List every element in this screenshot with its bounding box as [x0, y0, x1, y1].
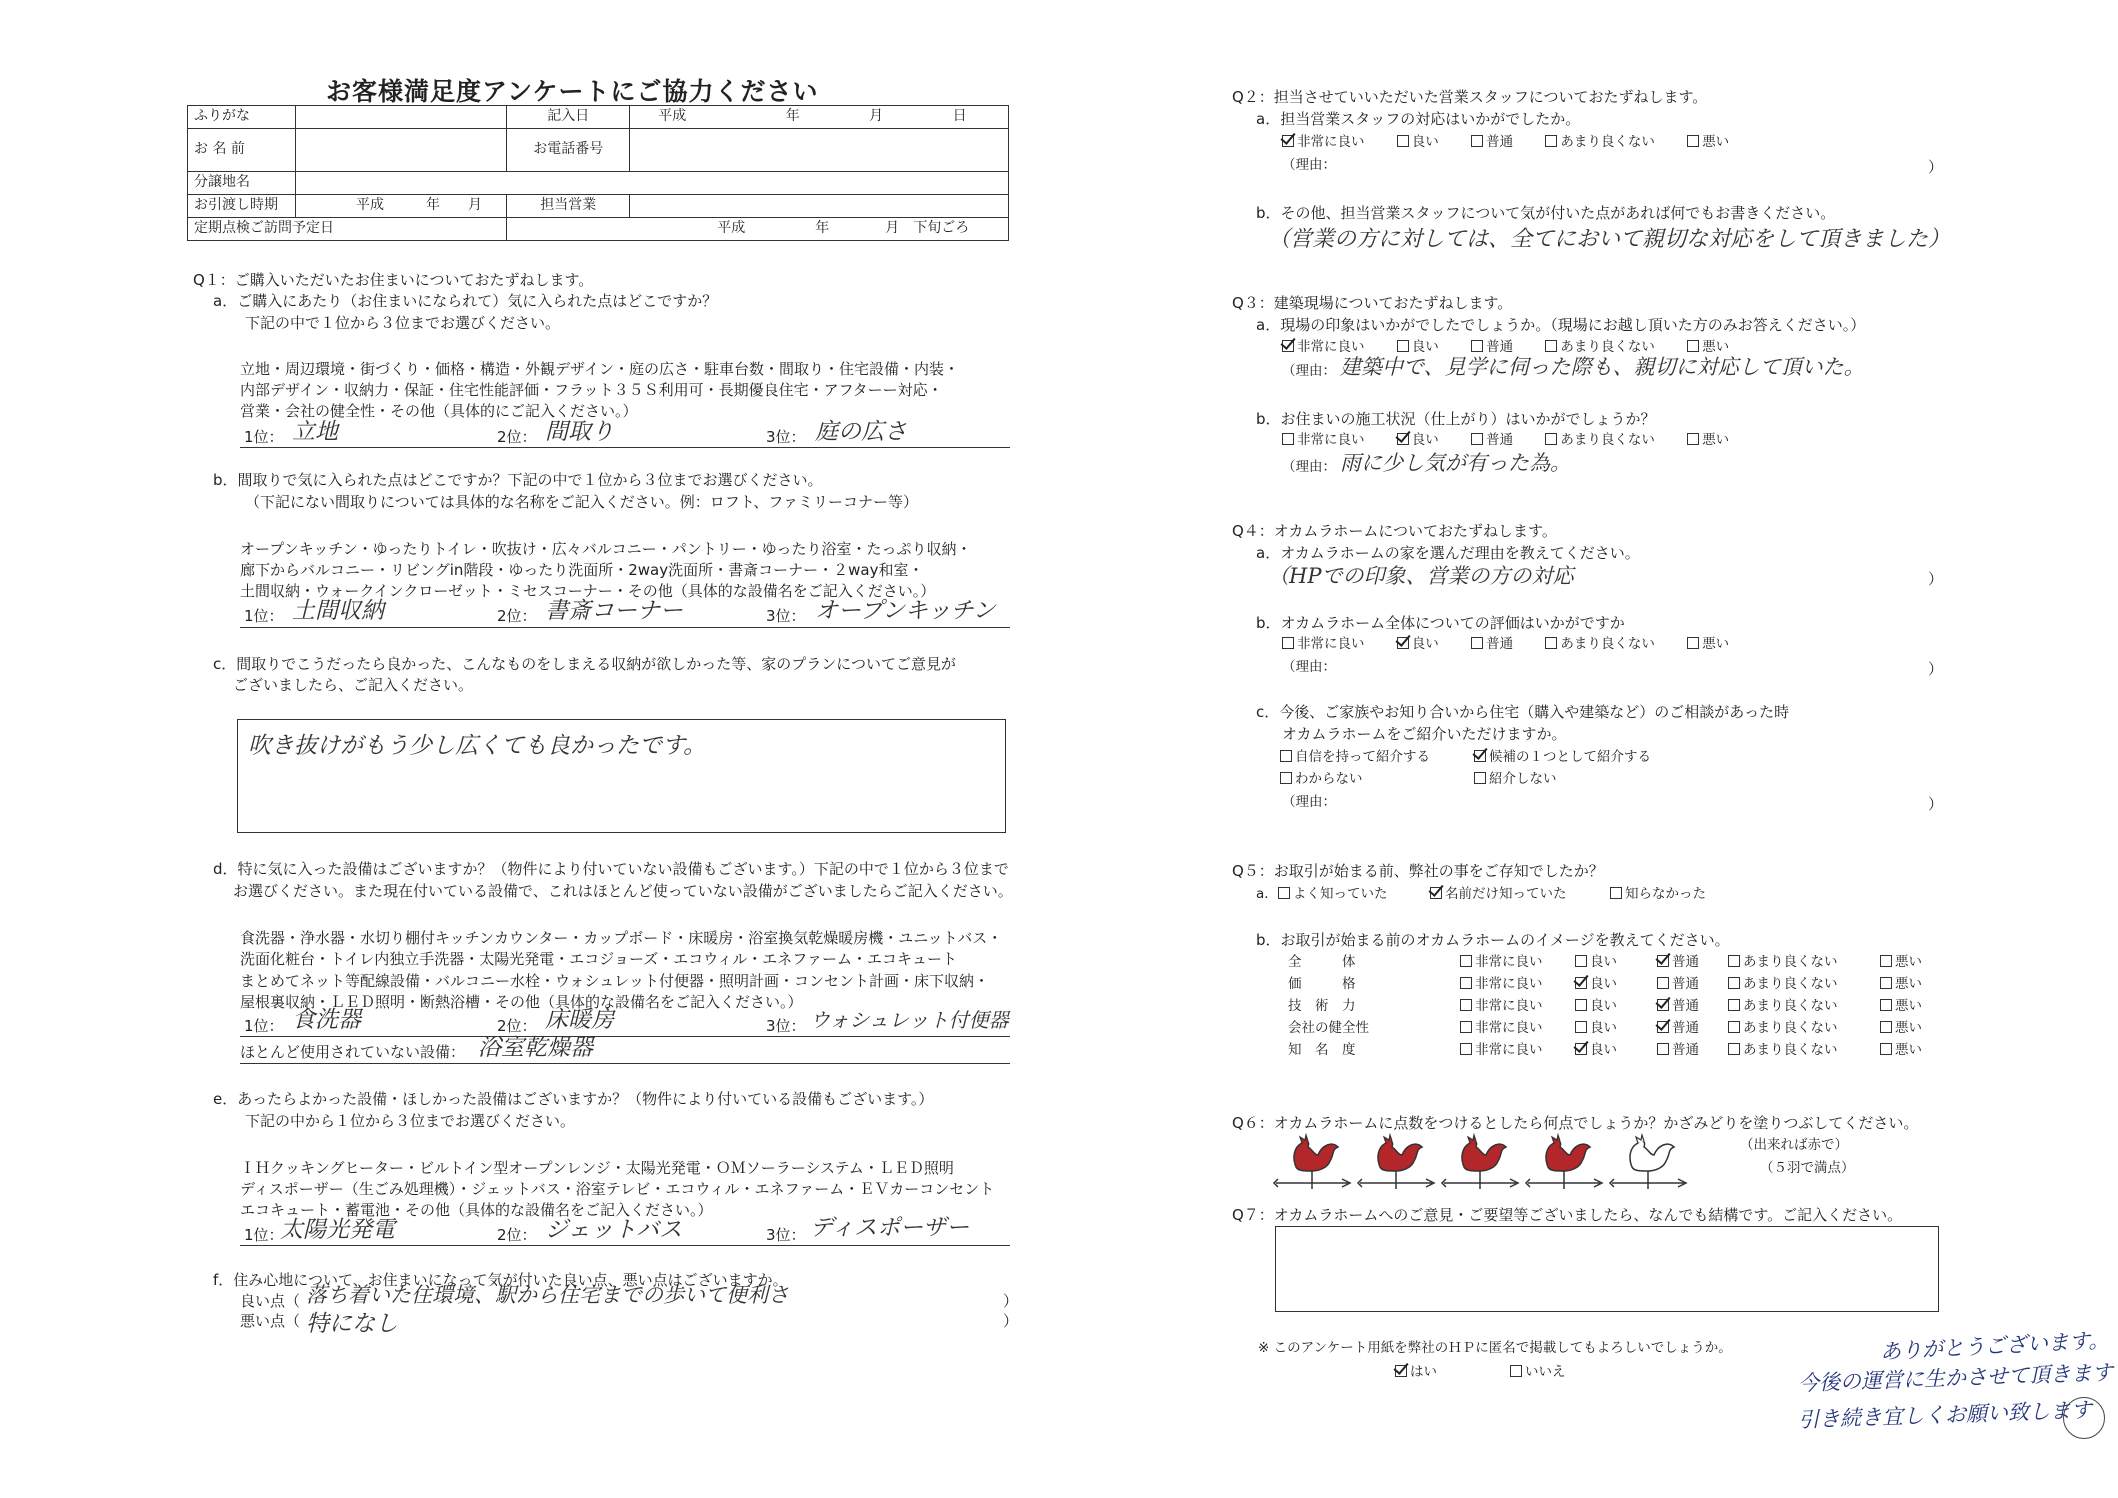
q4b-title: b．オカムラホーム全体についての評価はいかがですか: [1256, 614, 1625, 632]
q1b-rank2-label: 2位：: [497, 607, 537, 625]
q4b-reason-close: ）: [1928, 660, 1944, 678]
weathervane-filled-icon[interactable]: [1356, 1133, 1436, 1191]
reply-line1: ありがとうございます。: [1879, 1328, 2110, 1364]
q1d-opts-line4: 屋根裏収納・ＬＥＤ照明・断熱浴槽・その他（具体的な設備名をご記入ください。）: [240, 993, 803, 1011]
q1f-good-label: 良い点（: [240, 1292, 301, 1310]
q5b-option[interactable]: 非常に良い: [1460, 1020, 1543, 1037]
checkbox-icon: [1610, 887, 1622, 899]
q1c-answer-box[interactable]: [237, 719, 1006, 833]
q5b-option[interactable]: 非常に良い: [1460, 1042, 1543, 1059]
publish-no[interactable]: いいえ: [1510, 1364, 1566, 1381]
q1b-rank3-answer[interactable]: オープンキッチン: [815, 598, 996, 624]
q4b-options: [1282, 636, 1757, 653]
q6-title: Q６：オカムラホームに点数をつけるとしたら何点でしょうか？かざみどりを塗りつぶしてください。: [1232, 1114, 1919, 1132]
q2a-opt-2[interactable]: 良い: [1397, 134, 1439, 150]
q3b-reason-answer[interactable]: 雨に少し気が有った為。: [1340, 451, 1571, 475]
q3b-opt-2[interactable]: 良い: [1397, 432, 1439, 448]
q1e-opts-line1: ＩＨクッキングヒーター・ビルトイン型オープンレンジ・太陽光発電・ＯＭソーラーシステム・ＬＥＤ照明: [240, 1159, 954, 1177]
q3b-opt-4[interactable]: あまり良くない: [1545, 432, 1655, 448]
q1e-rank3-answer[interactable]: ディスポーザー: [810, 1215, 970, 1241]
q1b-inst: （下記にない間取りについては具体的な名称をご記入ください。例：ロフト、ファミリーコナー等）: [245, 493, 919, 511]
q1e-rank3-label: 3位：: [766, 1226, 806, 1244]
q1d-rank3-label: 3位：: [766, 1017, 806, 1035]
checkbox-icon: [1282, 135, 1294, 147]
q5b-option[interactable]: 非常に良い: [1460, 976, 1543, 993]
q2a-opt-5[interactable]: 悪い: [1687, 134, 1729, 150]
q3a-reason-label: （理由：: [1282, 363, 1336, 379]
q1a-rank2-answer[interactable]: 間取り: [545, 419, 614, 445]
checkbox-icon: [1880, 1021, 1892, 1033]
checkbox-icon: [1545, 637, 1557, 649]
q1b-rank2-answer[interactable]: 書斎コーナー: [545, 598, 683, 624]
bunjo-field[interactable]: [296, 172, 1009, 195]
checkbox-icon: [1397, 433, 1409, 445]
q1a-title: a．ご購入にあたり（お住まいになられて）気に入られた点はどこですか？: [213, 292, 718, 310]
q2a-title: a．担当営業スタッフの対応はいかがでしたか。: [1256, 110, 1581, 128]
checkbox-icon: [1687, 433, 1699, 445]
q5b-row-label: 知 名 度: [1288, 1042, 1356, 1058]
checkbox-icon: [1474, 750, 1486, 762]
q1d-opts-line1: 食洗器・浄水器・水切り棚付キッチンカウンター・カップボード・床暖房・浴室換気乾燥暖房機・ユニットバス・: [240, 929, 1003, 947]
checkbox-icon: [1282, 340, 1294, 352]
q2b-title: b．その他、担当営業スタッフについて気が付いた点があれば何でもお書きください。: [1256, 204, 1836, 222]
q5b-option[interactable]: 良い: [1575, 1042, 1617, 1059]
checkbox-icon: [1471, 135, 1483, 147]
q5b-row-label: 会社の健全性: [1288, 1020, 1369, 1036]
q1f-bad-answer[interactable]: 特になし: [306, 1311, 398, 1337]
checkbox-icon: [1474, 772, 1486, 784]
q4c-title2: オカムラホームをご紹介いただけますか。: [1282, 725, 1567, 743]
q1b-opts-line1: オープンキッチン・ゆったりトイレ・吹抜け・広々バルコニー・パントリー・ゆったり浴室・たっぷり収納・: [240, 540, 972, 558]
q1d-rank3-answer[interactable]: ウォシュレット付便器: [810, 1008, 1009, 1032]
q3b-options: [1282, 432, 1757, 449]
q1b-opts-line3: 土間収納・ウォークインクローゼット・ミセスコーナー・その他（具体的な設備名をご記入ください。）: [240, 582, 936, 600]
checkbox-icon: [1278, 887, 1290, 899]
furigana-label: ふりがな: [188, 106, 296, 129]
checkbox-icon: [1395, 1365, 1407, 1377]
checkbox-icon: [1397, 637, 1409, 649]
reply-line3: 引き続き宜しくお願い致します: [1797, 1397, 2093, 1433]
checkbox-icon: [1728, 977, 1740, 989]
q5a-opt-3[interactable]: 知らなかった: [1610, 886, 1706, 903]
q5b-option[interactable]: あまり良くない: [1728, 1042, 1838, 1059]
q4b-opt-2[interactable]: 良い: [1397, 636, 1439, 652]
header-table: [187, 105, 1009, 241]
q1b-title: b．間取りで気に入られた点はどこですか？下記の中で１位から３位までお選びください。: [213, 471, 823, 489]
checkbox-icon: [1460, 999, 1472, 1011]
checkbox-icon: [1575, 999, 1587, 1011]
q5b-row-label: 価 格: [1288, 976, 1356, 992]
q4c-reason-close: ）: [1928, 795, 1944, 813]
checkbox-icon: [1460, 977, 1472, 989]
q1a-opts-line3: 営業・会社の健全性・その他（具体的にご記入ください。）: [240, 402, 638, 420]
q1c-title2: ございましたら、ご記入ください。: [233, 676, 474, 694]
q3b-reason-label: （理由：: [1282, 459, 1336, 475]
weathervane-empty-icon[interactable]: [1608, 1133, 1688, 1191]
q3a-opt-4[interactable]: あまり良くない: [1545, 339, 1655, 355]
checkbox-icon: [1460, 955, 1472, 967]
q5b-option[interactable]: 非常に良い: [1460, 954, 1543, 971]
q4c-opt-2[interactable]: 候補の１つとして紹介する: [1474, 749, 1651, 766]
q5b-option[interactable]: 悪い: [1880, 998, 1922, 1015]
q5b-option[interactable]: 悪い: [1880, 976, 1922, 993]
checkbox-icon: [1880, 977, 1892, 989]
q1d-rank1-label: 1位：: [244, 1017, 284, 1035]
publish-yes[interactable]: はい: [1395, 1364, 1437, 1381]
checkbox-icon: [1545, 135, 1557, 147]
phone-field[interactable]: [630, 129, 1009, 172]
teiki-field[interactable]: 平成 年 月 下旬ごろ: [507, 218, 1009, 241]
checkbox-icon: [1657, 999, 1669, 1011]
q5b-row-label: 全 体: [1288, 954, 1356, 970]
furigana-field[interactable]: [296, 106, 507, 129]
q4b-opt-4[interactable]: あまり良くない: [1545, 636, 1655, 652]
q5a-opt-1[interactable]: よく知っていた: [1278, 886, 1388, 903]
bunjo-label: 分譲地名: [188, 172, 296, 195]
q1b-rank1-answer[interactable]: 土間収納: [292, 598, 384, 624]
q5b-option[interactable]: 普通: [1657, 1042, 1699, 1059]
q1a-rank3-answer[interactable]: 庭の広さ: [815, 419, 907, 445]
checkbox-icon: [1460, 1043, 1472, 1055]
checkbox-icon: [1728, 1043, 1740, 1055]
checkbox-icon: [1575, 955, 1587, 967]
name-field[interactable]: [296, 129, 507, 172]
q7-answer-box[interactable]: [1275, 1226, 1939, 1312]
q3a-title: a．現場の印象はいかがでしたでしょうか。（現場にお越し頂いた方のみお答えください。）: [1256, 316, 1866, 334]
q1e-inst: 下記の中から１位から３位までお選びください。: [245, 1112, 576, 1130]
q2a-opt-1[interactable]: 非常に良い: [1282, 134, 1365, 150]
q5b-option[interactable]: 良い: [1575, 1020, 1617, 1037]
q5b-option[interactable]: 良い: [1575, 954, 1617, 971]
q1e-title: e．あったらよかった設備・ほしかった設備はございますか？（物件により付いている設備もございます。）: [213, 1090, 934, 1108]
checkbox-icon: [1657, 1043, 1669, 1055]
q1a-opts-line1: 立地・周辺環境・街づくり・価格・構造・外観デザイン・庭の広さ・駐車台数・間取り・住宅設備・内装・: [240, 360, 959, 378]
q4a-answer[interactable]: （HPでの印象、営業の方の対応: [1268, 564, 1574, 588]
checkbox-icon: [1471, 433, 1483, 445]
q1e-opts-line2: ディスポーザー（生ごみ処理機）・ジェットバス・浴室テレビ・エコウィル・エネファーム・ＥＶカーコンセント: [240, 1180, 995, 1198]
q4b-opt-1[interactable]: 非常に良い: [1282, 636, 1365, 652]
q4c-reason-label: （理由：: [1282, 794, 1336, 810]
q1e-rank2-answer[interactable]: ジェットバス: [545, 1217, 683, 1243]
weathervane-filled-icon[interactable]: [1272, 1133, 1352, 1191]
q1a-rank1-answer[interactable]: 立地: [292, 419, 338, 445]
q1a-opts-line2: 内部デザイン・収納力・保証・住宅性能評価・フラット３５Ｓ利用可・長期優良住宅・アフターー対応・: [240, 381, 943, 399]
q4c-opt-3[interactable]: わからない: [1280, 771, 1363, 788]
q1a-inst: 下記の中で１位から３位までお選びください。: [245, 314, 561, 332]
seal-stamp: [2063, 1397, 2105, 1439]
q5b-row-label: 技 術 力: [1288, 998, 1356, 1014]
q1d-opts-line2: 洗面化粧台・トイレ内独立手洗器・太陽光発電・エコジョーズ・エコウィル・エネファーム・エコキュート: [240, 950, 958, 968]
checkbox-icon: [1282, 637, 1294, 649]
kinyubi-field[interactable]: 平成 年 月 日: [630, 106, 1009, 129]
name-label: お 名 前: [188, 129, 296, 172]
checkbox-icon: [1397, 135, 1409, 147]
checkbox-icon: [1657, 1021, 1669, 1033]
q1b-rank3-label: 3位：: [766, 607, 806, 625]
q5b-option[interactable]: 良い: [1575, 998, 1617, 1015]
q2b-answer[interactable]: （営業の方に対しては、全てにおいて親切な対応をして頂きました）: [1268, 227, 1951, 252]
q5b-option[interactable]: あまり良くない: [1728, 998, 1838, 1015]
q5b-option[interactable]: 非常に良い: [1460, 998, 1543, 1015]
q1a-underline: [240, 447, 1010, 448]
q2-title: Q２：担当させていいただいた営業スタッフについておたずねします。: [1232, 88, 1708, 106]
checkbox-icon: [1545, 340, 1557, 352]
q1c-title: c．間取りでこうだったら良かった、こんなものをしまえる収納が欲しかった等、家のプランについてご意見が: [213, 655, 956, 673]
q4a-title: a．オカムラホームの家を選んだ理由を教えてください。: [1256, 544, 1640, 562]
q5b-option[interactable]: あまり良くない: [1728, 954, 1838, 971]
q1-title: Q１：ご購入いただいたお住まいについておたずねします。: [193, 271, 594, 289]
q1f-bad-close: ）: [1003, 1312, 1019, 1330]
checkbox-icon: [1728, 955, 1740, 967]
checkbox-icon: [1280, 750, 1292, 762]
checkbox-icon: [1460, 1021, 1472, 1033]
q5b-option[interactable]: 悪い: [1880, 954, 1922, 971]
q1a-rank2-label: 2位：: [497, 428, 537, 446]
publish-question: ※ このアンケート用紙を弊社のＨＰに匿名で掲載してもよろしいでしょうか。: [1258, 1340, 1732, 1356]
q1f-title: f．住み心地について、お住まいになって気が付いた良い点、悪い点はございますか。: [213, 1271, 788, 1289]
q1b-rank1-label: 1位：: [244, 607, 284, 625]
q5a-label: a．: [1256, 886, 1278, 902]
checkbox-icon: [1510, 1365, 1522, 1377]
q5b-option[interactable]: 悪い: [1880, 1042, 1922, 1059]
q1e-underline: [240, 1245, 1010, 1246]
checkbox-icon: [1575, 977, 1587, 989]
q3a-opt-3[interactable]: 普通: [1471, 339, 1513, 355]
q1c-answer: 吹き抜けがもう少し広くても良かったです。: [248, 733, 707, 759]
q1e-rank2-label: 2位：: [497, 1226, 537, 1244]
checkbox-icon: [1575, 1021, 1587, 1033]
q5b-option[interactable]: 良い: [1575, 976, 1617, 993]
checkbox-icon: [1728, 1021, 1740, 1033]
q2a-opt-3[interactable]: 普通: [1471, 134, 1513, 150]
checkbox-icon: [1282, 433, 1294, 445]
q1d-unused-answer[interactable]: 浴室乾燥器: [478, 1035, 593, 1061]
q6-note-red: （出来れば赤で）: [1740, 1137, 1848, 1153]
q4c-opt-1[interactable]: 自信を持って紹介する: [1280, 749, 1430, 766]
hikiwatashi-field[interactable]: 平成 年 月: [296, 195, 507, 218]
q5-title: Q５：お取引が始まる前、弊社の事をご存知でしたか？: [1232, 862, 1604, 880]
q5b-option[interactable]: あまり良くない: [1728, 1020, 1838, 1037]
q6-note-max: （５羽で満点）: [1760, 1160, 1855, 1176]
q3a-opt-1[interactable]: 非常に良い: [1282, 339, 1365, 355]
checkbox-icon: [1657, 955, 1669, 967]
checkbox-icon: [1471, 340, 1483, 352]
q1f-bad-label: 悪い点（: [240, 1312, 301, 1330]
q3b-opt-5[interactable]: 悪い: [1687, 432, 1729, 448]
q1d-title2: お選びください。また現在付いている設備で、これはほとんど使っていない設備がございましたらご記入ください。: [233, 882, 1013, 900]
q3-title: Q３：建築現場についておたずねします。: [1232, 294, 1513, 312]
q3b-opt-3[interactable]: 普通: [1471, 432, 1513, 448]
q3b-opt-1[interactable]: 非常に良い: [1282, 432, 1365, 448]
q1a-rank3-label: 3位：: [766, 428, 806, 446]
hikiwatashi-label: お引渡し時期: [188, 195, 296, 218]
q1d-rank2-answer[interactable]: 床暖房: [545, 1007, 614, 1033]
q5b-title: b．お取引が始まる前のオカムラホームのイメージを教えてください。: [1256, 931, 1730, 949]
q4c-title: c．今後、ご家族やお知り合いから住宅（購入や建築など）のご相談があった時: [1256, 703, 1790, 721]
reply-line2: 今後の運営に生かさせて頂きます: [1797, 1360, 2114, 1396]
phone-label: お電話番号: [507, 129, 630, 172]
q4-title: Q４：オカムラホームについておたずねします。: [1232, 522, 1557, 540]
kinyubi-label: 記入日: [507, 106, 630, 129]
q1d-rank2-label: 2位：: [497, 1017, 537, 1035]
q5b-option[interactable]: あまり良くない: [1728, 976, 1838, 993]
q2a-options: [1282, 134, 1757, 151]
checkbox-icon: [1280, 772, 1292, 784]
checkbox-icon: [1397, 340, 1409, 352]
tanto-field[interactable]: [630, 195, 1009, 218]
checkbox-icon: [1545, 433, 1557, 445]
weathervane-filled-icon[interactable]: [1440, 1133, 1520, 1191]
q5b-option[interactable]: 悪い: [1880, 1020, 1922, 1037]
tanto-label: 担当営業: [507, 195, 630, 218]
checkbox-icon: [1471, 637, 1483, 649]
q1e-rank1-answer[interactable]: 太陽光発電: [280, 1217, 395, 1243]
checkbox-icon: [1430, 887, 1442, 899]
q2a-reason-label: （理由：: [1282, 157, 1336, 173]
q7-title: Q７：オカムラホームへのご意見・ご要望等ございましたら、なんでも結構です。ご記入ください。: [1232, 1206, 1903, 1224]
checkbox-icon: [1687, 135, 1699, 147]
q5b-option[interactable]: 普通: [1657, 976, 1699, 993]
q1e-opts-line3: エコキュート・蓄電池・その他（具体的な設備名をご記入ください。）: [240, 1201, 713, 1219]
checkbox-icon: [1880, 999, 1892, 1011]
q5a-opt-2[interactable]: 名前だけ知っていた: [1430, 886, 1567, 903]
teiki-label: 定期点検ご訪問予定日: [188, 218, 507, 241]
form-title: お客様満足度アンケートにご協力ください: [326, 77, 819, 106]
q1e-rank1-label: 1位：: [244, 1226, 284, 1244]
q1a-rank1-label: 1位：: [244, 428, 284, 446]
q5b-option[interactable]: 普通: [1657, 1020, 1699, 1037]
q2a-reason-close: ）: [1928, 158, 1944, 176]
q1b-underline: [240, 627, 1010, 628]
q1d-unused-label: ほとんど使用されていない設備：: [240, 1043, 466, 1061]
q5b-option[interactable]: 普通: [1657, 998, 1699, 1015]
q4b-opt-5[interactable]: 悪い: [1687, 636, 1729, 652]
q1f-good-close: ）: [1003, 1292, 1019, 1310]
q5b-option[interactable]: 普通: [1657, 954, 1699, 971]
q1d-rank1-answer[interactable]: 食洗器: [292, 1007, 361, 1033]
q3a-reason-answer[interactable]: 建築中で、見学に伺った際も、親切に対応して頂いた。: [1340, 355, 1865, 379]
q1d-unused-underline: [240, 1063, 1010, 1064]
q1d-opts-line3: まとめてネット等配線設備・バルコニー水栓・ウォシュレット付便器・照明計画・コンセント計画・床下収納・: [240, 972, 989, 990]
checkbox-icon: [1728, 999, 1740, 1011]
weathervane-filled-icon[interactable]: [1524, 1133, 1604, 1191]
q3a-opt-5[interactable]: 悪い: [1687, 339, 1729, 355]
q1d-title: d．特に気に入った設備はございますか？（物件により付いていない設備もございます。）下記の中で１位から３位まで: [213, 860, 1009, 878]
checkbox-icon: [1880, 1043, 1892, 1055]
q4b-reason-label: （理由：: [1282, 659, 1336, 675]
checkbox-icon: [1575, 1043, 1587, 1055]
q4a-close: ）: [1928, 570, 1944, 588]
q1d-underline: [240, 1036, 1010, 1037]
checkbox-icon: [1657, 977, 1669, 989]
checkbox-icon: [1880, 955, 1892, 967]
q3b-title: b．お住まいの施工状況（仕上がり）はいかがでしょうか？: [1256, 410, 1656, 428]
checkbox-icon: [1687, 340, 1699, 352]
checkbox-icon: [1687, 637, 1699, 649]
q3a-opt-2[interactable]: 良い: [1397, 339, 1439, 355]
q4c-opt-4[interactable]: 紹介しない: [1474, 771, 1557, 788]
q2a-opt-4[interactable]: あまり良くない: [1545, 134, 1655, 150]
q4b-opt-3[interactable]: 普通: [1471, 636, 1513, 652]
q1b-opts-line2: 廊下からバルコニー・リビングin階段・ゆったり洗面所・2way洗面所・書斎コーナー・２way和室・: [240, 561, 924, 579]
q1f-good-answer[interactable]: 落ち着いた住環境、駅から住宅までの歩いて便利さ: [306, 1283, 789, 1307]
